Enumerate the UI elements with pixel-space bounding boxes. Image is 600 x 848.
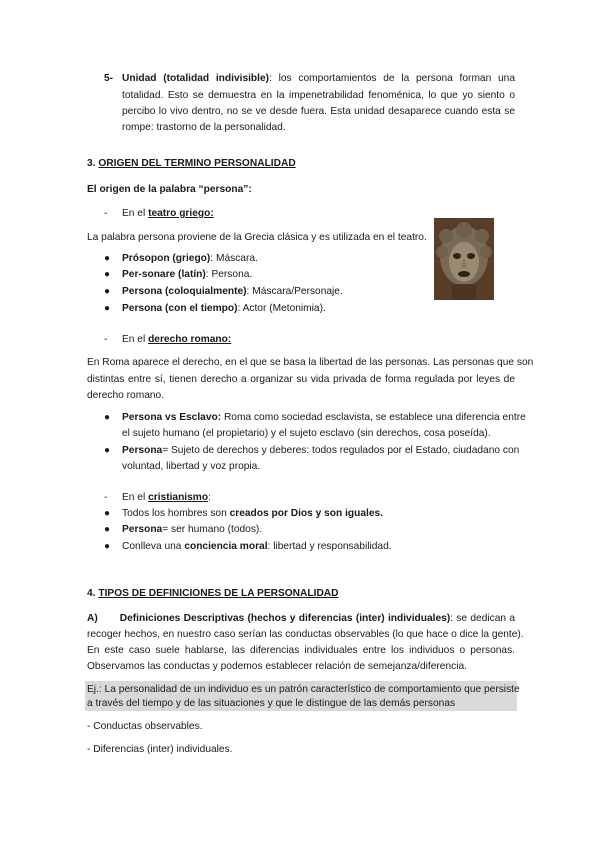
bullet-icon: ● xyxy=(104,524,111,535)
christian-heading: En el cristianismo: xyxy=(122,492,211,503)
section-4-a-line-3: En este caso suele hablarse, las diferencias individuales entre los individuos o personas. xyxy=(87,645,515,656)
section-4-a-line-1: A) Definiciones Descriptivas (hechos y diferencias (inter) individuales): se dedican a xyxy=(87,613,516,624)
section-4-heading: 4. TIPOS DE DEFINICIONES DE LA PERSONALIDAD xyxy=(87,588,339,599)
bullet-icon: ● xyxy=(104,253,111,264)
bullet-icon: ● xyxy=(104,445,111,456)
list-item: Per-sonare (latín): Persona. xyxy=(122,269,253,280)
item-5-line-4: rompe: trastorno de la personalidad. xyxy=(122,122,286,133)
list-item: Conlleva una conciencia moral: libertad y responsabilidad. xyxy=(122,541,392,552)
section-4-a-line-4: Observamos las conductas y podemos establecer relación de semejanza/diferencia. xyxy=(87,661,467,672)
greek-dash: - xyxy=(104,208,108,219)
christian-dash: - xyxy=(104,492,108,503)
list-item: - Diferencias (inter) individuales. xyxy=(87,744,233,755)
item-5-line-2: totalidad. Esto se demuestra en la impenetrabilidad fenoménica, lo que yo siento o xyxy=(122,90,515,101)
roman-bullet-2-line-1: Persona= Sujeto de derechos y deberes: todos regulados por el Estado, ciudadano con xyxy=(122,445,520,456)
roman-bullet-2-line-2: voluntad, libertad y voz propia. xyxy=(122,461,261,472)
roman-para-line-2: distintas entre sí, tienen derecho a organizar su vida privada de forma regulada por leyes de xyxy=(87,374,515,385)
section-3-subtitle: El origen de la palabra “persona”: xyxy=(87,184,252,195)
bullet-icon: ● xyxy=(104,412,111,423)
example-line-1: Ej.: La personalidad de un individuo es un patrón característico de comportamiento que persiste xyxy=(87,684,520,695)
list-item: Persona (coloquialmente): Máscara/Personaje. xyxy=(122,286,343,297)
bullet-icon: ● xyxy=(104,269,111,280)
roman-heading: En el derecho romano: xyxy=(122,334,232,345)
item-5-number: 5- xyxy=(104,73,114,84)
item-5-line-3: percibo lo vivo dentro, no se ve desde fuera. Esta unidad desaparece cuando esta se xyxy=(122,106,515,117)
list-item: Persona (con el tiempo): Actor (Metonimia). xyxy=(122,303,326,314)
roman-bullet-1-line-2: el sujeto humano (el propietario) y el sujeto esclavo (sin derechos, cosa poseída). xyxy=(122,428,491,439)
roman-dash: - xyxy=(104,334,108,345)
theater-mask-icon xyxy=(434,218,494,300)
bullet-icon: ● xyxy=(104,541,111,552)
greek-intro: La palabra persona proviene de la Grecia clásica y es utilizada en el teatro. xyxy=(87,232,427,243)
list-item: Persona= ser humano (todos). xyxy=(122,524,263,535)
list-item: - Conductas observables. xyxy=(87,721,203,732)
example-line-2: a través del tiempo y de las situaciones y que le distingue de las demás personas xyxy=(87,698,456,709)
section-4-a-line-2: recoger hechos, en nuestro caso serían las conductas observables (lo que hace o dice la gente). xyxy=(87,629,524,640)
roman-para-line-1: En Roma aparece el derecho, en el que se basa la libertad de las personas. Las personas que son xyxy=(87,357,534,368)
section-3-heading: 3. ORIGEN DEL TERMINO PERSONALIDAD xyxy=(87,158,296,169)
bullet-icon: ● xyxy=(104,286,111,297)
greek-heading: En el teatro griego: xyxy=(122,208,214,219)
item-5-line-1: Unidad (totalidad indivisible): los comportamientos de la persona forman una xyxy=(122,73,516,84)
bullet-icon: ● xyxy=(104,303,111,314)
roman-bullet-1-line-1: Persona vs Esclavo: Roma como sociedad esclavista, se establece una diferencia entre xyxy=(122,412,526,423)
bullet-icon: ● xyxy=(104,508,111,519)
list-item: Todos los hombres son creados por Dios y son iguales. xyxy=(122,508,384,519)
list-item: Prósopon (griego): Máscara. xyxy=(122,253,258,264)
roman-para-line-3: derecho romano. xyxy=(87,390,165,401)
